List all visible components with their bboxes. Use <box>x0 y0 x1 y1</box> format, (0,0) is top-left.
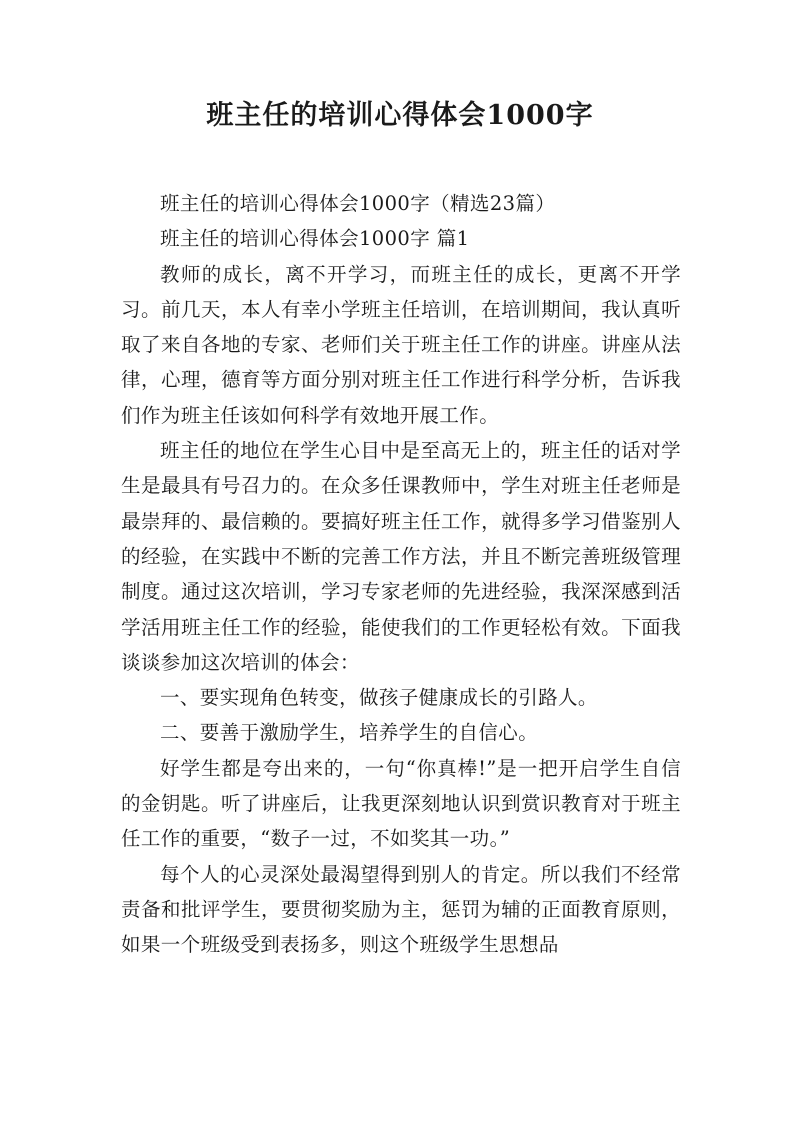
paragraph: 每个人的心灵深处最渴望得到别人的肯定。所以我们不经常责备和批评学生，要贯彻奖励为主，惩罚为辅的正面教育原则，如果一个班级受到表扬多，则这个班级学生思想品 <box>121 862 681 957</box>
paragraph-point-two: 二、要善于激励学生，培养学生的自信心。 <box>160 721 539 745</box>
paragraph: 好学生都是夸出来的，一句“你真棒!”是一把开启学生自信的金钥匙。听了讲座后，让我更深刻地认识到赏识教育对于班主任工作的重要，“数子一过，不如奖其一功。” <box>121 756 681 851</box>
document-title: 班主任的培训心得体会1000字 <box>206 100 594 131</box>
paragraph-point-one: 一、要实现角色转变，做孩子健康成长的引路人。 <box>160 686 598 710</box>
paragraph: 教师的成长，离不开学习，而班主任的成长，更离不开学习。前几天，本人有幸小学班主任培训，在培训期间，我认真听取了来自各地的专家、老师们关于班主任工作的讲座。讲座从法律，心理，德育等方面分别对班主任工作进行科学分析，告诉我们作为班主任该如何科学有效地开展工作。 <box>121 262 681 427</box>
paragraph: 班主任的地位在学生心目中是至高无上的，班主任的话对学生是最具有号召力的。在众多任课教师中，学生对班主任老师是最崇拜的、最信赖的。要搞好班主任工作，就得多学习借鉴别人的经验，在实践中不断的完善工作方法，并且不断完善班级管理制度。通过这次培训，学习专家老师的先进经验，我深深感到活学活用班主任工作的经验，能使我们的工作更轻松有效。下面我谈谈参加这次培训的体会： <box>121 439 681 674</box>
document-body <box>121 186 681 963</box>
paragraph-section-heading: 班主任的培训心得体会1000字 篇1 <box>160 227 470 251</box>
paragraph-collection-title: 班主任的培训心得体会1000字（精选23篇） <box>160 192 556 215</box>
